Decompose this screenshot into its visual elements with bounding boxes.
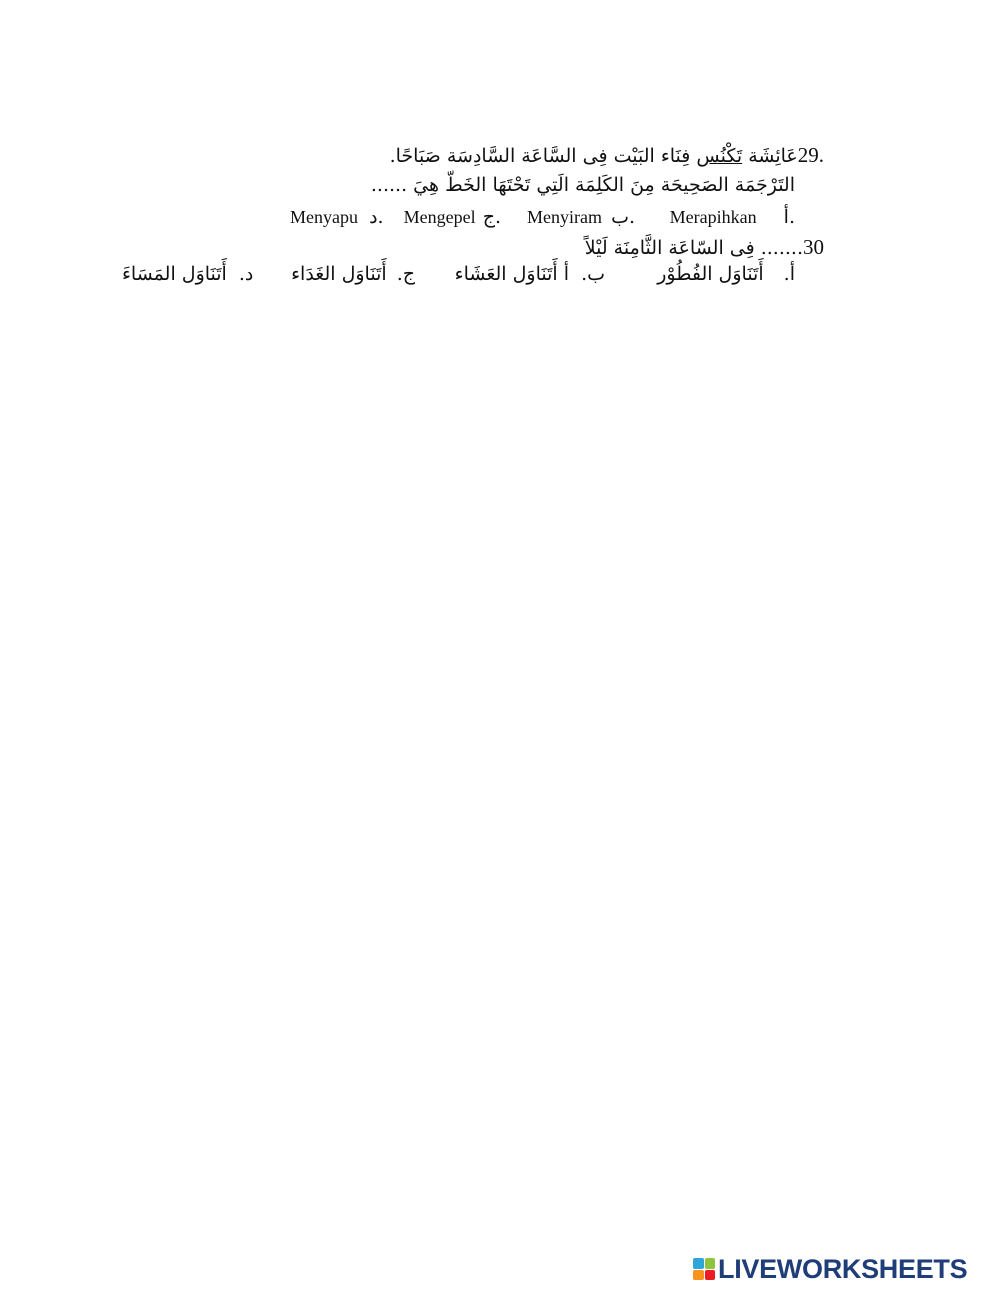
logo-square-green [705,1258,716,1269]
question-29-options [290,208,795,230]
option-b-letter: ب. [611,206,635,228]
question-30-sentence: ....... فِى السّاعَة الثَّامِنَة لَيْلاً [584,237,803,259]
option-b[interactable] [527,208,635,227]
option-b-letter: ب. [581,263,605,285]
question-29 [390,145,824,166]
option-d-text: Menyapu [290,207,358,227]
option-b-text: أ أَتَنَاوَل العَشَاء [454,263,570,285]
option-c-letter: ج. [396,263,415,285]
logo-mark-icon [693,1258,715,1280]
logo-square-red [705,1270,716,1281]
option-a[interactable] [657,265,795,284]
option-a[interactable] [670,208,795,227]
option-a-text: Merapihkan [669,207,757,227]
logo-text: LIVEWORKSHEETS [718,1253,968,1284]
option-d-letter: د. [369,206,384,228]
option-d-text: أَتَنَاوَل المَسَاءَ [122,263,227,285]
question-29-sentence: عَائِشَة تَكْنُس فِنَاء البَيْت فِى السَّاعَة السَّادِسَة صَبَاحًا. [389,145,798,167]
option-b-text: Menyiram [526,207,602,227]
question-30-options [122,265,795,287]
question-30-number: 30 [803,235,824,259]
option-d-letter: د. [238,263,254,285]
option-a-letter: أ. [783,206,795,228]
option-c[interactable] [291,265,415,284]
option-a-text: أَتَنَاوَل الفُطُوْر [657,263,764,285]
option-a-letter: أ. [783,263,795,285]
question-30 [585,237,824,258]
logo-square-blue [693,1258,704,1269]
question-29-number: 29. [797,143,824,167]
option-d[interactable] [290,208,384,227]
liveworksheets-logo[interactable] [693,1253,968,1284]
option-d[interactable] [122,265,253,284]
option-b[interactable] [455,265,605,284]
logo-square-orange [693,1270,704,1281]
question-29-instruction: التَرْجَمَة الصَحِيحَة مِنَ الكَلِمَة الَتِي تَحْتَهَا الخَطّ هِيَ ...... [370,174,795,196]
option-c-text: Mengepel [403,207,476,227]
option-c-letter: ج. [482,206,501,228]
underlined-word: تَكْنُس [696,145,743,167]
option-c-text: أَتَنَاوَل الغَدَاء [291,263,387,285]
option-c[interactable] [404,208,501,227]
